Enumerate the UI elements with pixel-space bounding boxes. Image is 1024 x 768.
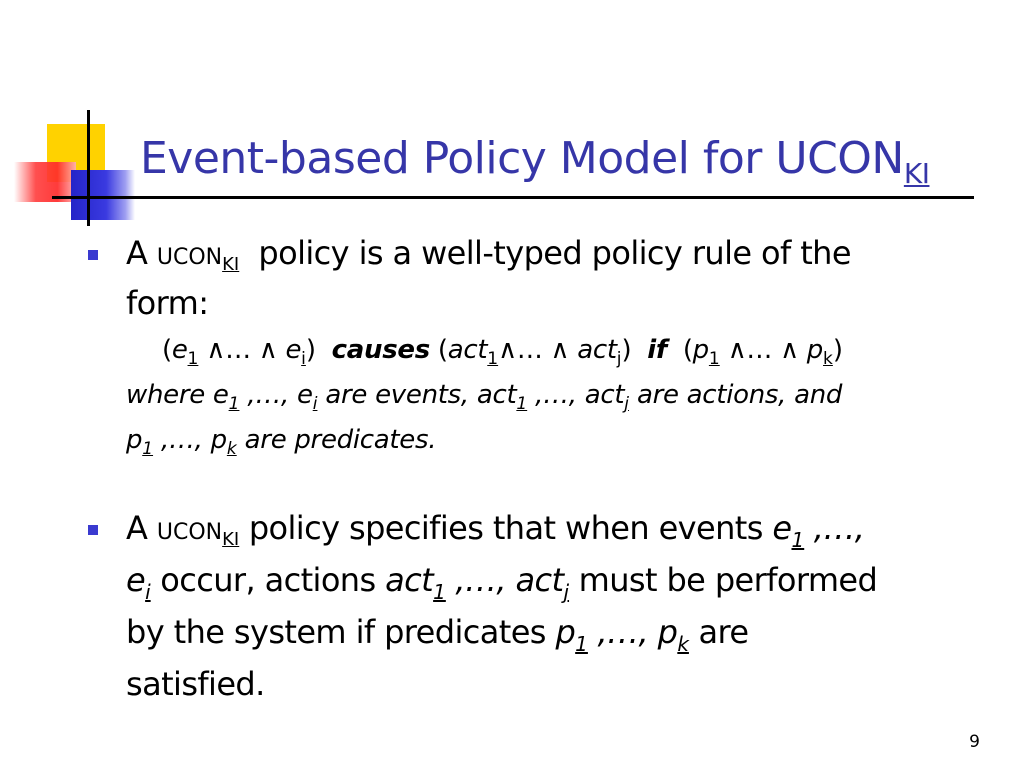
formula-e: e [297, 380, 313, 410]
bullet-2-ucon: UCON [156, 520, 223, 545]
bullet-2-text-1: policy specifies that when events [248, 509, 763, 547]
formula-sub-1: 1 [487, 349, 499, 369]
bullet-1-ki-subscript: KI [222, 254, 240, 275]
bullet-2-text [126, 508, 996, 704]
formula-p: p [210, 425, 227, 455]
bullet-2-occur: occur, actions [160, 561, 376, 599]
bullet-2-e: e [772, 509, 792, 547]
bullet-marker-1 [88, 250, 98, 260]
formula-p: p [806, 335, 824, 365]
formula-are-predicates: are predicates. [244, 425, 437, 455]
formula-sep: ,…, [535, 380, 577, 410]
title-text: Event-based Policy Model for UCON [140, 133, 904, 184]
bullet-2-are: are [698, 613, 749, 651]
formula-p: p [126, 425, 143, 455]
bullet-2-p: p [657, 613, 678, 651]
formula-sub-k: k [823, 349, 833, 369]
formula-sub-1: 1 [708, 349, 720, 369]
bullet-marker-2 [88, 525, 98, 535]
bullet-2-sep: ,…, [597, 613, 649, 651]
slide-title [140, 133, 1000, 193]
title-underline-rule [52, 196, 974, 199]
formula-sub-i: i [312, 394, 318, 414]
formula-sub-j: j [616, 349, 622, 369]
formula-paren: ( [437, 335, 448, 365]
formula-paren: ) [832, 335, 843, 365]
bullet-2-p: p [555, 613, 576, 651]
formula-sub-1: 1 [187, 349, 199, 369]
formula-e: e [171, 335, 188, 365]
bullet-2-sub-1: 1 [433, 580, 446, 604]
bullet-1-line-2: form: [126, 284, 209, 322]
formula-sub-1: 1 [228, 394, 240, 414]
formula-where: where e [126, 380, 229, 410]
formula-causes-keyword: causes [331, 335, 430, 365]
bullet-2-ki-subscript: KI [222, 529, 240, 550]
formula-act: act [447, 335, 488, 365]
formula-and-dots: ∧… ∧ [727, 335, 799, 365]
logo-blue-square [71, 170, 135, 220]
formula-paren: ( [682, 335, 693, 365]
formula-act: act [584, 380, 625, 410]
bullet-2-sub-j: j [563, 580, 570, 604]
bullet-1-ucon: UCON [156, 245, 223, 270]
formula-are-actions: are actions, and [636, 380, 843, 410]
formula-p: p [692, 335, 709, 365]
bullet-2-act: act [515, 561, 564, 599]
bullet-2-sub-k: k [677, 632, 689, 656]
bullet-2-sub-1: 1 [575, 632, 588, 656]
logo-vertical-line [87, 110, 90, 226]
formula-line-2 [126, 377, 1006, 422]
formula-paren: ( [162, 335, 172, 365]
bullet-1-text [126, 234, 996, 322]
title-subscript: KI [903, 157, 930, 190]
bullet-2-sub-i: i [145, 580, 151, 604]
bullet-2-e: e [126, 561, 146, 599]
bullet-2-line-4: satisfied. [126, 665, 265, 703]
bullet-1-line-1: policy is a well-typed policy rule of the [258, 234, 851, 272]
bullet-2-word-a: A [126, 509, 148, 547]
formula-act: act [577, 335, 617, 365]
page-number: 9 [969, 732, 980, 752]
formula-e: e [285, 335, 302, 365]
bullet-2-sub-1: 1 [791, 528, 805, 552]
bullet-2-line-3: by the system if predicates [126, 613, 546, 651]
bullet-1-word-a: A [126, 234, 148, 272]
formula-sep: ,…, [247, 380, 290, 410]
formula-sub-i: i [301, 349, 306, 369]
bullet-2-must: must be performed [578, 561, 878, 599]
formula-sub-k: k [226, 439, 237, 459]
bullet-2-sep: ,…, [813, 509, 865, 547]
bullet-2-act: act [385, 561, 434, 599]
formula-block [126, 332, 1006, 467]
formula-and-dots: ∧… ∧ [498, 335, 570, 365]
formula-line-3 [126, 422, 1006, 467]
formula-sub-j: j [624, 394, 630, 414]
formula-are-events: are events, act [325, 380, 517, 410]
formula-sub-1: 1 [142, 439, 154, 459]
bullet-2-sep: ,…, [455, 561, 506, 599]
formula-paren: ) [621, 335, 632, 365]
formula-line-1 [126, 332, 1006, 377]
formula-sub-1: 1 [516, 394, 528, 414]
formula-if-keyword: if [647, 335, 667, 365]
formula-paren: ) [305, 335, 316, 365]
formula-and-dots: ∧… ∧ [206, 335, 278, 365]
formula-sep: ,…, [161, 425, 203, 455]
